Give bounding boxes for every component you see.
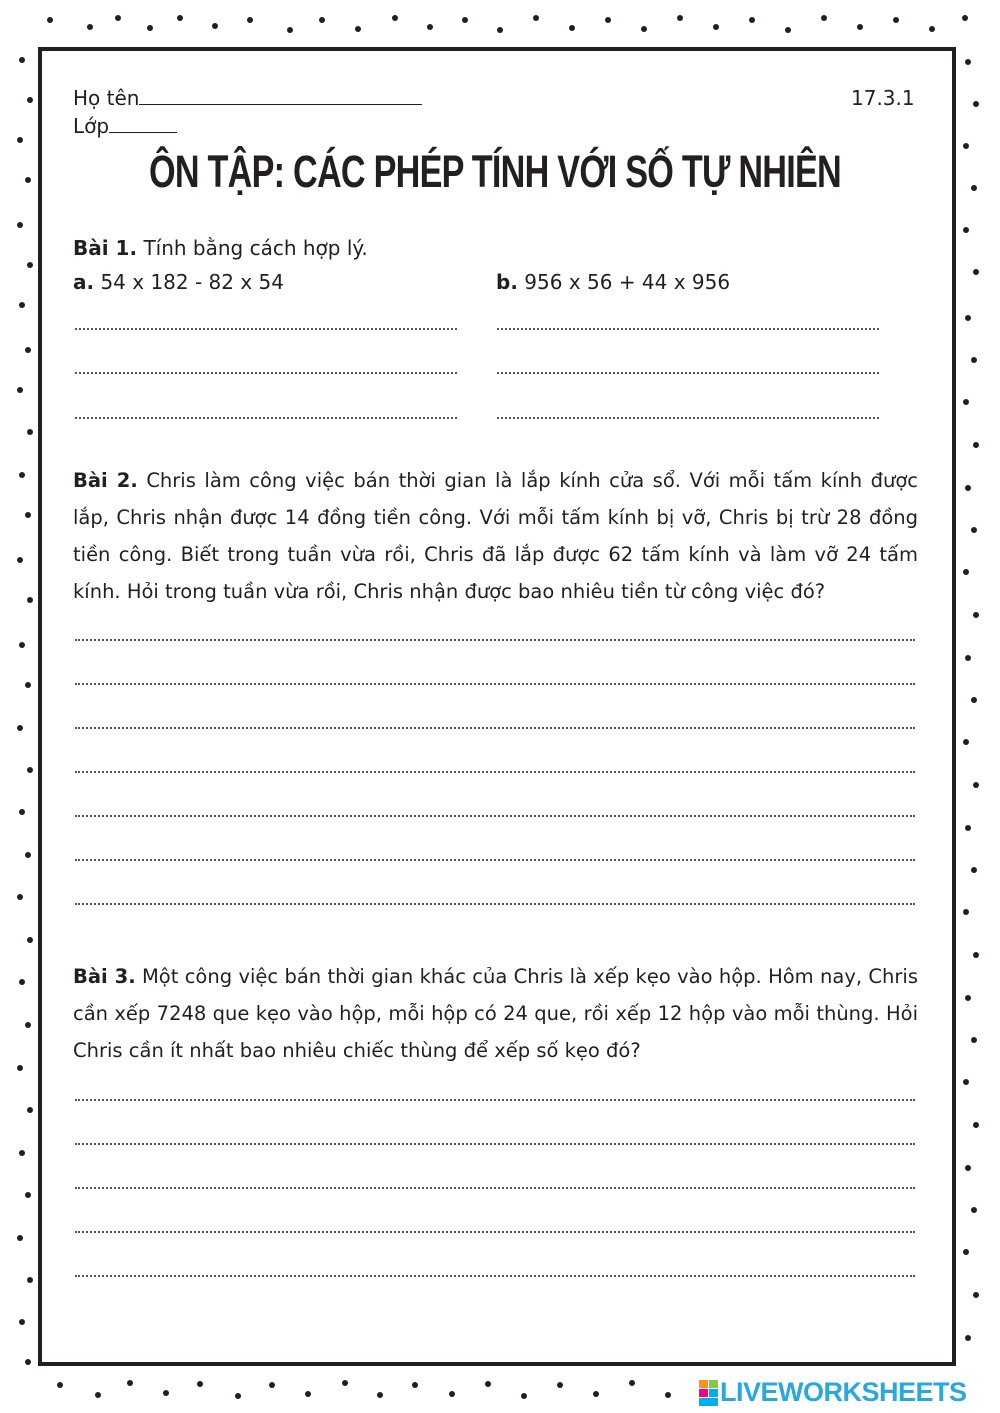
class-underline[interactable] (109, 114, 177, 133)
exercise-1-heading (73, 236, 368, 260)
liveworksheets-wordmark: LIVEWORKSHEETS (720, 1377, 967, 1407)
exercise-3-label: Bài 3. (73, 965, 136, 988)
exercise-1b (496, 270, 730, 294)
exercise-1-prompt: Tính bằng cách hợp lý. (143, 236, 368, 260)
answer-line-2-5[interactable] (75, 815, 915, 817)
name-underline[interactable] (139, 86, 422, 105)
exercise-1a-label: a. (73, 270, 95, 294)
answer-line-2-4[interactable] (75, 771, 915, 773)
answer-line-2-2[interactable] (75, 683, 915, 685)
answer-line-2-3[interactable] (75, 727, 915, 729)
exercise-2-label: Bài 2. (73, 469, 138, 492)
answer-line-3-1[interactable] (75, 1099, 915, 1101)
worksheet-title: ÔN TẬP: CÁC PHÉP TÍNH VỚI SỐ TỰ NHIÊN (149, 146, 841, 197)
exercise-1a-expression: 54 x 182 - 82 x 54 (100, 270, 285, 294)
answer-line-1a-3[interactable] (75, 417, 457, 419)
answer-line-2-7[interactable] (75, 903, 915, 905)
answer-line-1b-3[interactable] (497, 417, 879, 419)
worksheet-code: 17.3.1 (851, 86, 915, 110)
exercise-1b-expression: 956 x 56 + 44 x 956 (524, 270, 731, 294)
exercise-2 (73, 462, 918, 610)
answer-line-1a-2[interactable] (75, 372, 457, 374)
class-field[interactable] (73, 114, 177, 138)
liveworksheets-logo-icon (698, 1379, 720, 1407)
answer-line-3-2[interactable] (75, 1143, 915, 1145)
answer-line-3-3[interactable] (75, 1187, 915, 1189)
answer-line-2-6[interactable] (75, 859, 915, 861)
liveworksheets-brand[interactable] (698, 1377, 994, 1411)
exercise-1a (73, 270, 284, 294)
exercise-1-label: Bài 1. (73, 236, 138, 260)
answer-line-1a-1[interactable] (75, 328, 457, 330)
exercise-3 (73, 958, 918, 1069)
answer-line-2-1[interactable] (75, 639, 915, 641)
name-field[interactable] (73, 86, 422, 110)
answer-line-1b-1[interactable] (497, 328, 879, 330)
answer-line-3-4[interactable] (75, 1231, 915, 1233)
exercise-3-text: Một công việc bán thời gian khác của Chris là xếp kẹo vào hộp. Hôm nay, Chris cần xếp 7248 que kẹo vào hộp, mỗi hộp có 24 que, rồi xếp 12 hộp vào mỗi thùng. Hỏi Chris cần ít nhất bao nhiêu chiếc thùng để xếp số kẹo đó? (73, 965, 918, 1062)
answer-line-1b-2[interactable] (497, 372, 879, 374)
name-label: Họ tên (73, 86, 140, 110)
exercise-1b-label: b. (496, 270, 518, 294)
answer-line-3-5[interactable] (75, 1275, 915, 1277)
exercise-2-text: Chris làm công việc bán thời gian là lắp kính cửa sổ. Với mỗi tấm kính được lắp, Chris nhận được 14 đồng tiền công. Với mỗi tấm kính bị vỡ, Chris bị trừ 28 đồng tiền công. Biết trong tuần vừa rồi, Chris đã lắp được 62 tấm kính và làm vỡ 24 tấm kính. Hỏi trong tuần vừa rồi, Chris nhận được bao nhiêu tiền từ công việc đó? (73, 469, 918, 603)
class-label: Lớp (73, 114, 110, 138)
